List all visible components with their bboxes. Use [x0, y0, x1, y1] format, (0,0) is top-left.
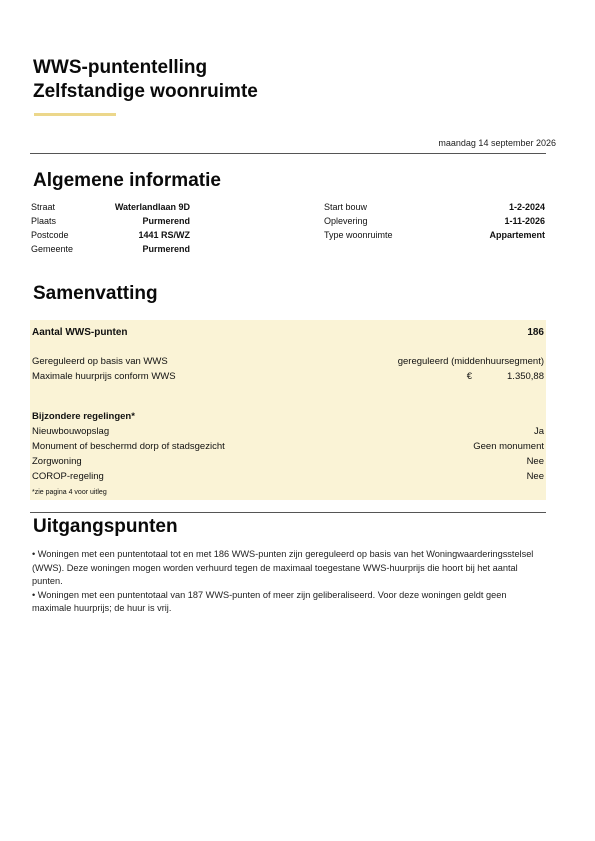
regeling-value: Nee	[526, 471, 544, 482]
info-label: Start bouw	[324, 202, 368, 212]
regeling-label: Monument of beschermd dorp of stadsgezicht	[32, 441, 225, 452]
regelingen-heading	[32, 410, 544, 424]
huurprijs-value: 1.350,88	[507, 371, 544, 382]
info-left-block	[31, 200, 190, 256]
regeling-value: Geen monument	[473, 441, 544, 452]
uitgangspunten-text	[32, 548, 544, 616]
bullet-item-geliberaliseerd: • Woningen met een puntentotaal van 187 WWS-punten of meer zijn geliberaliseerd. Voor deze woningen geldt geen maximale huurprijs; de huur is vrij.	[32, 589, 507, 613]
summary-footnote	[32, 486, 544, 500]
info-label: Postcode	[31, 230, 69, 240]
section-heading-uitgangspunten: Uitgangspunten	[33, 516, 178, 537]
summary-row-punten	[32, 326, 544, 340]
gereguleerd-value: gereguleerd (middenhuursegment)	[397, 356, 544, 367]
summary-panel	[30, 320, 546, 500]
info-value: 1-11-2026	[504, 216, 545, 226]
regeling-row-nieuwbouw	[32, 425, 544, 439]
info-value: 1441 RS/WZ	[138, 230, 190, 240]
info-label: Plaats	[31, 216, 57, 226]
document-title	[33, 56, 258, 104]
punten-label: Aantal WWS-punten	[32, 327, 128, 338]
bullet-item-gereguleerd: • Woningen met een puntentotaal tot en met 186 WWS-punten zijn gereguleerd op basis van het Woningwaarderingsstelsel (WWS). Deze woningen mogen worden verhuurd tegen de maximaal toegestane WWS-huurprijs die hoort bij het aantal punten.	[32, 549, 534, 586]
info-row-type	[324, 228, 545, 242]
info-row-oplevering	[324, 214, 545, 228]
info-value: Waterlandlaan 9D	[114, 202, 190, 212]
regeling-label: COROP-regeling	[32, 471, 104, 482]
info-value: Appartement	[489, 230, 545, 240]
info-value: Purmerend	[142, 244, 190, 254]
info-label: Gemeente	[31, 244, 74, 254]
punten-value: 186	[527, 327, 544, 338]
info-value: 1-2-2024	[508, 202, 545, 212]
info-right-block	[324, 200, 545, 242]
summary-row-huurprijs	[32, 370, 544, 384]
regeling-label: Zorgwoning	[32, 456, 82, 467]
section-heading-algemeen: Algemene informatie	[33, 170, 221, 191]
title-line-1: WWS-puntentelling	[33, 57, 208, 78]
divider-top	[30, 153, 546, 154]
title-accent-bar	[34, 113, 116, 116]
info-row-start-bouw	[324, 200, 545, 214]
regeling-value: Nee	[526, 456, 544, 467]
divider-bottom	[30, 512, 546, 513]
info-value: Purmerend	[142, 216, 190, 226]
section-heading-samenvatting: Samenvatting	[33, 283, 158, 304]
info-row-plaats	[31, 214, 190, 228]
footnote-text: *zie pagina 4 voor uitleg	[32, 489, 107, 496]
huurprijs-currency: €	[466, 371, 472, 382]
title-line-2: Zelfstandige woonruimte	[33, 81, 258, 102]
regeling-row-corop	[32, 470, 544, 484]
info-row-postcode	[31, 228, 190, 242]
regelingen-title: Bijzondere regelingen*	[32, 411, 135, 422]
huurprijs-label: Maximale huurprijs conform WWS	[32, 371, 176, 382]
info-label: Straat	[31, 202, 56, 212]
regeling-label: Nieuwbouwopslag	[32, 426, 110, 437]
info-row-gemeente	[31, 242, 190, 256]
regeling-row-zorgwoning	[32, 455, 544, 469]
summary-row-gereguleerd	[32, 355, 544, 369]
info-label: Type woonruimte	[324, 230, 393, 240]
info-label: Oplevering	[324, 216, 368, 226]
regeling-row-monument	[32, 440, 544, 454]
gereguleerd-label: Gereguleerd op basis van WWS	[32, 356, 168, 367]
regeling-value: Ja	[533, 426, 544, 437]
document-date: maandag 14 september 2026	[438, 138, 556, 148]
info-row-straat	[31, 200, 190, 214]
